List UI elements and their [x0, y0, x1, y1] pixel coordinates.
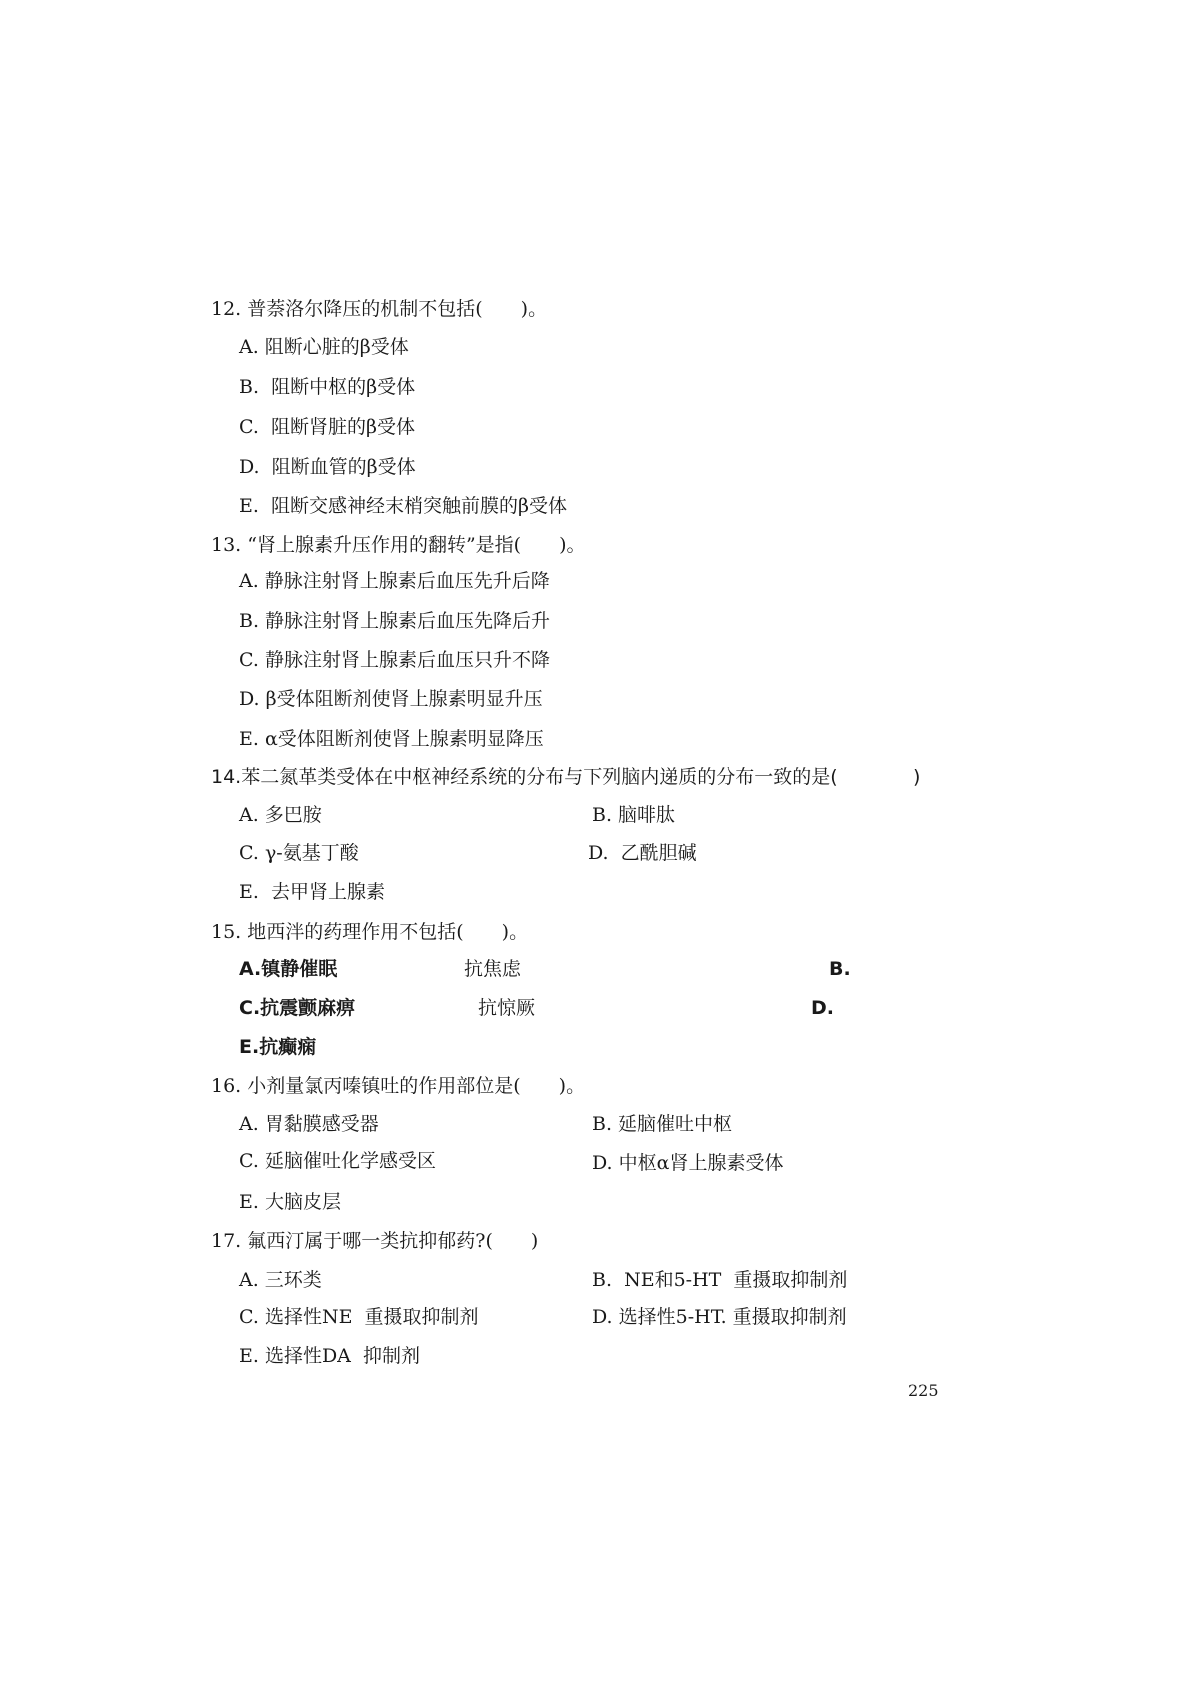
- question-16-option-c: C. 延脑催吐化学感受区: [239, 1150, 436, 1172]
- question-17-option-c: C. 选择性NE 重摄取抑制剂: [239, 1306, 479, 1328]
- question-12-option-d: D. 阻断血管的β受体: [239, 456, 416, 478]
- question-15-option-b-label: B.: [829, 958, 851, 980]
- question-13-option-c: C. 静脉注射肾上腺素后血压只升不降: [239, 649, 550, 671]
- question-16-option-b: B. 延脑催吐中枢: [592, 1113, 733, 1135]
- question-17-option-a: A. 三环类: [239, 1269, 322, 1291]
- question-14-option-b: B. 脑啡肽: [592, 804, 676, 826]
- question-16-option-e: E. 大脑皮层: [239, 1191, 341, 1213]
- question-15-option-a: A.镇静催眠: [239, 958, 338, 980]
- question-13-option-a: A. 静脉注射肾上腺素后血压先升后降: [239, 570, 550, 592]
- question-15-option-d-label: D.: [811, 997, 834, 1019]
- question-17-option-b: B. NE和5-HT 重摄取抑制剂: [592, 1269, 848, 1291]
- question-14-stem: 14.苯二氮革类受体在中枢神经系统的分布与下列脑内递质的分布一致的是(: [211, 766, 838, 788]
- question-12-option-e: E. 阻断交感神经末梢突触前膜的β受体: [239, 495, 567, 517]
- question-12-option-c: C. 阻断肾脏的β受体: [239, 416, 415, 438]
- question-17-stem: 17. 氟西汀属于哪一类抗抑郁药?( ): [211, 1230, 539, 1252]
- question-14-option-d: D. 乙酰胆碱: [588, 842, 697, 864]
- question-17-option-e: E. 选择性DA 抑制剂: [239, 1345, 420, 1367]
- question-17-option-d: D. 选择性5-HT. 重摄取抑制剂: [592, 1306, 847, 1328]
- question-14-option-c: C. γ-氨基丁酸: [239, 842, 359, 864]
- question-14-stem-close: ): [913, 766, 921, 788]
- question-13-stem: 13. “肾上腺素升压作用的翻转”是指( )。: [211, 534, 586, 556]
- question-15-option-e: E.抗癫痫: [239, 1036, 317, 1058]
- question-15-stem: 15. 地西泮的药理作用不包括( )。: [211, 921, 529, 943]
- question-13-option-d: D. β受体阻断剂使肾上腺素明显升压: [239, 688, 543, 710]
- question-13-option-b: B. 静脉注射肾上腺素后血压先降后升: [239, 610, 551, 632]
- question-12-option-b: B. 阻断中枢的β受体: [239, 376, 416, 398]
- question-15-option-b-text: 抗焦虑: [464, 958, 522, 980]
- question-12-stem: 12. 普萘洛尔降压的机制不包括( )。: [211, 298, 548, 320]
- question-14-option-e: E. 去甲肾上腺素: [239, 881, 385, 903]
- question-15-option-d-text: 抗惊厥: [478, 997, 536, 1019]
- question-16-option-a: A. 胃黏膜感受器: [239, 1113, 379, 1135]
- question-14-option-a: A. 多巴胺: [239, 804, 322, 826]
- question-16-stem: 16. 小剂量氯丙嗪镇吐的作用部位是( )。: [211, 1075, 586, 1097]
- question-16-option-d: D. 中枢α肾上腺素受体: [592, 1152, 784, 1174]
- page-number: 225: [908, 1381, 939, 1400]
- question-15-option-c: C.抗震颤麻痹: [239, 997, 356, 1019]
- question-13-option-e: E. α受体阻断剂使肾上腺素明显降压: [239, 728, 544, 750]
- question-12-option-a: A. 阻断心脏的β受体: [239, 336, 409, 358]
